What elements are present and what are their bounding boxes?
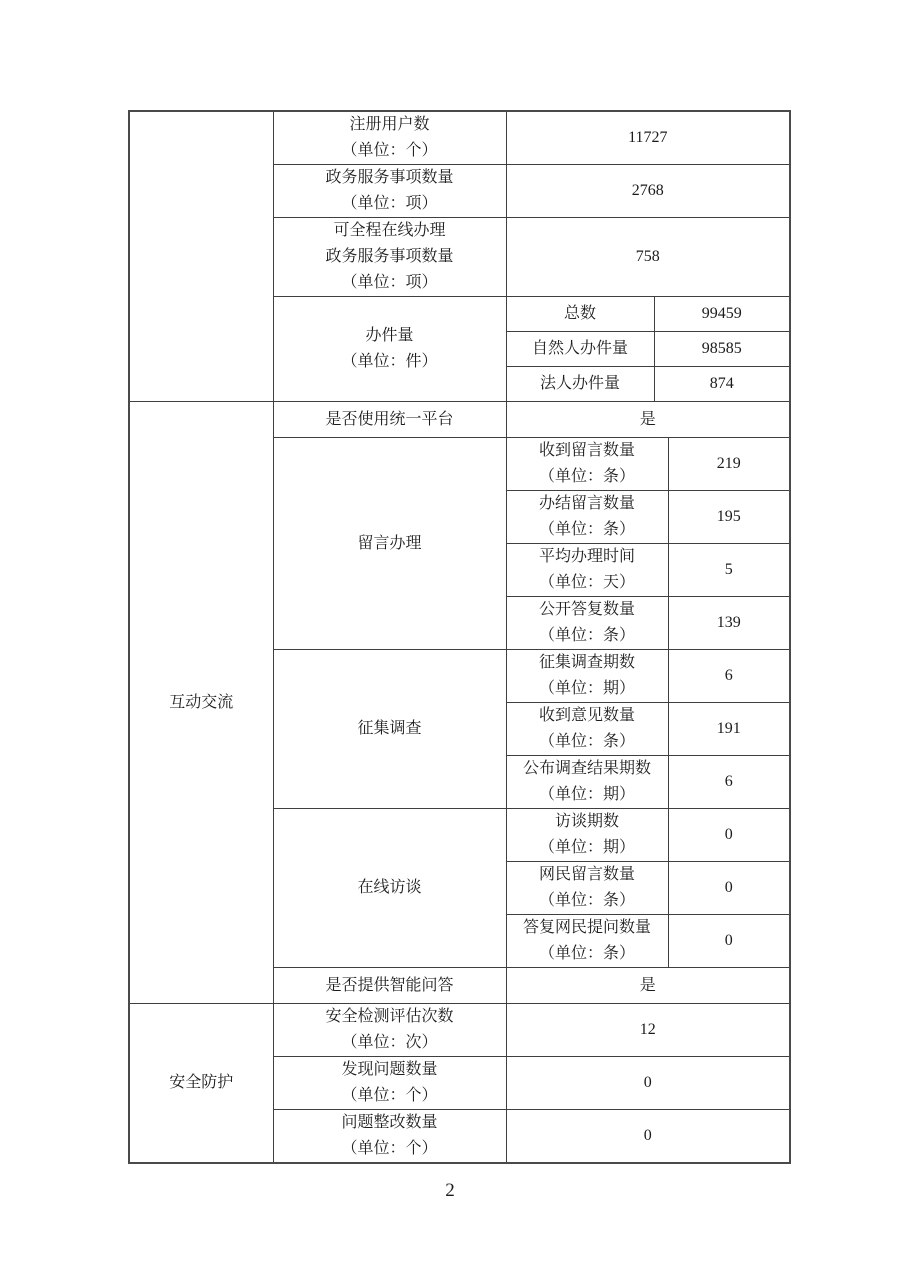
cell-sublabel-messages-completed: [506, 491, 668, 544]
label-text: 政务服务事项数量: [325, 169, 454, 186]
label-text: 政务服务事项数量: [325, 248, 454, 265]
unit-text: （单位：条）: [538, 468, 635, 485]
label-text: 网民留言数量: [538, 866, 635, 883]
cell-value-results-published: 6: [668, 756, 790, 809]
cell-value-total: 99459: [654, 297, 790, 332]
label-text: 安全检测评估次数: [325, 1008, 454, 1025]
cell-sublabel-avg-handling-time: [506, 544, 668, 597]
cell-value-unified-platform: 是: [506, 402, 790, 438]
cell-label-problems-found: [273, 1057, 506, 1110]
cell-value-problems-rectified: 0: [506, 1110, 790, 1164]
cell-sublabel-survey-periods: [506, 650, 668, 703]
cell-label-unified-platform: 是否使用统一平台: [273, 402, 506, 438]
cell-label-registered-users: [273, 111, 506, 165]
cell-label-online-interview: 在线访谈: [273, 809, 506, 968]
unit-text: （单位：条）: [538, 733, 635, 750]
cell-value-messages-completed: 195: [668, 491, 790, 544]
cell-value-avg-handling-time: 5: [668, 544, 790, 597]
unit-text: （单位：项）: [341, 195, 438, 212]
label-text: 注册用户数: [349, 116, 430, 133]
cell-value-opinions-received: 191: [668, 703, 790, 756]
unit-text: （单位：次）: [341, 1034, 438, 1051]
label-text: 公开答复数量: [538, 601, 635, 618]
label-text: 征集调查期数: [538, 654, 635, 671]
cell-value-full-online-items: 758: [506, 218, 790, 297]
cell-label-full-online-items: [273, 218, 506, 297]
cell-sublabel-netizen-messages: [506, 862, 668, 915]
cell-group-security: 安全防护: [129, 1004, 273, 1164]
cell-value-problems-found: 0: [506, 1057, 790, 1110]
label-text: 发现问题数量: [341, 1061, 438, 1078]
cell-value-security-assessments: 12: [506, 1004, 790, 1057]
cell-label-security-assessments: [273, 1004, 506, 1057]
unit-text: （单位：期）: [538, 839, 635, 856]
cell-label-smart-qa: 是否提供智能问答: [273, 968, 506, 1004]
cell-label-gov-service-items: [273, 165, 506, 218]
cell-label-problems-rectified: [273, 1110, 506, 1164]
unit-text: （单位：天）: [538, 574, 635, 591]
cell-group-interaction: 互动交流: [129, 402, 273, 1004]
cell-value-public-replies: 139: [668, 597, 790, 650]
cell-value-questions-answered: 0: [668, 915, 790, 968]
cell-sublabel-results-published: [506, 756, 668, 809]
cell-value-gov-service-items: 2768: [506, 165, 790, 218]
cell-value-registered-users: 11727: [506, 111, 790, 165]
label-text: 收到留言数量: [538, 442, 635, 459]
label-text: 平均办理时间: [538, 548, 635, 565]
cell-value-legal-person: 874: [654, 367, 790, 402]
label-text: 办结留言数量: [538, 495, 635, 512]
label-text: 可全程在线办理: [333, 222, 446, 239]
cell-group-top-empty: [129, 111, 273, 402]
unit-text: （单位：期）: [538, 680, 635, 697]
unit-text: （单位：条）: [538, 892, 635, 909]
label-text: 办件量: [365, 327, 414, 344]
report-table: [128, 110, 791, 1164]
cell-sublabel-natural-person: 自然人办件量: [506, 332, 654, 367]
cell-label-message-handling: 留言办理: [273, 438, 506, 650]
unit-text: （单位：期）: [538, 786, 635, 803]
unit-text: （单位：条）: [538, 627, 635, 644]
cell-sublabel-questions-answered: [506, 915, 668, 968]
cell-value-netizen-messages: 0: [668, 862, 790, 915]
label-text: 答复网民提问数量: [522, 919, 651, 936]
cell-sublabel-legal-person: 法人办件量: [506, 367, 654, 402]
table-row: [129, 111, 790, 165]
label-text: 问题整改数量: [341, 1114, 438, 1131]
cell-sublabel-total: 总数: [506, 297, 654, 332]
cell-sublabel-opinions-received: [506, 703, 668, 756]
unit-text: （单位：个）: [341, 142, 438, 159]
cell-value-messages-received: 219: [668, 438, 790, 491]
cell-sublabel-messages-received: [506, 438, 668, 491]
cell-value-natural-person: 98585: [654, 332, 790, 367]
label-text: 公布调查结果期数: [522, 760, 651, 777]
unit-text: （单位：件）: [341, 353, 438, 370]
unit-text: （单位：个）: [341, 1140, 438, 1157]
table-row: [129, 402, 790, 438]
page-number: 2: [445, 1180, 455, 1201]
label-text: 访谈期数: [554, 813, 619, 830]
table-row: [129, 1004, 790, 1057]
unit-text: （单位：条）: [538, 521, 635, 538]
cell-sublabel-interview-periods: [506, 809, 668, 862]
unit-text: （单位：条）: [538, 945, 635, 962]
cell-label-case-volume: [273, 297, 506, 402]
label-text: 收到意见数量: [538, 707, 635, 724]
cell-label-survey-collection: 征集调查: [273, 650, 506, 809]
cell-value-interview-periods: 0: [668, 809, 790, 862]
unit-text: （单位：项）: [341, 274, 438, 291]
cell-value-survey-periods: 6: [668, 650, 790, 703]
cell-value-smart-qa: 是: [506, 968, 790, 1004]
unit-text: （单位：个）: [341, 1087, 438, 1104]
cell-sublabel-public-replies: [506, 597, 668, 650]
